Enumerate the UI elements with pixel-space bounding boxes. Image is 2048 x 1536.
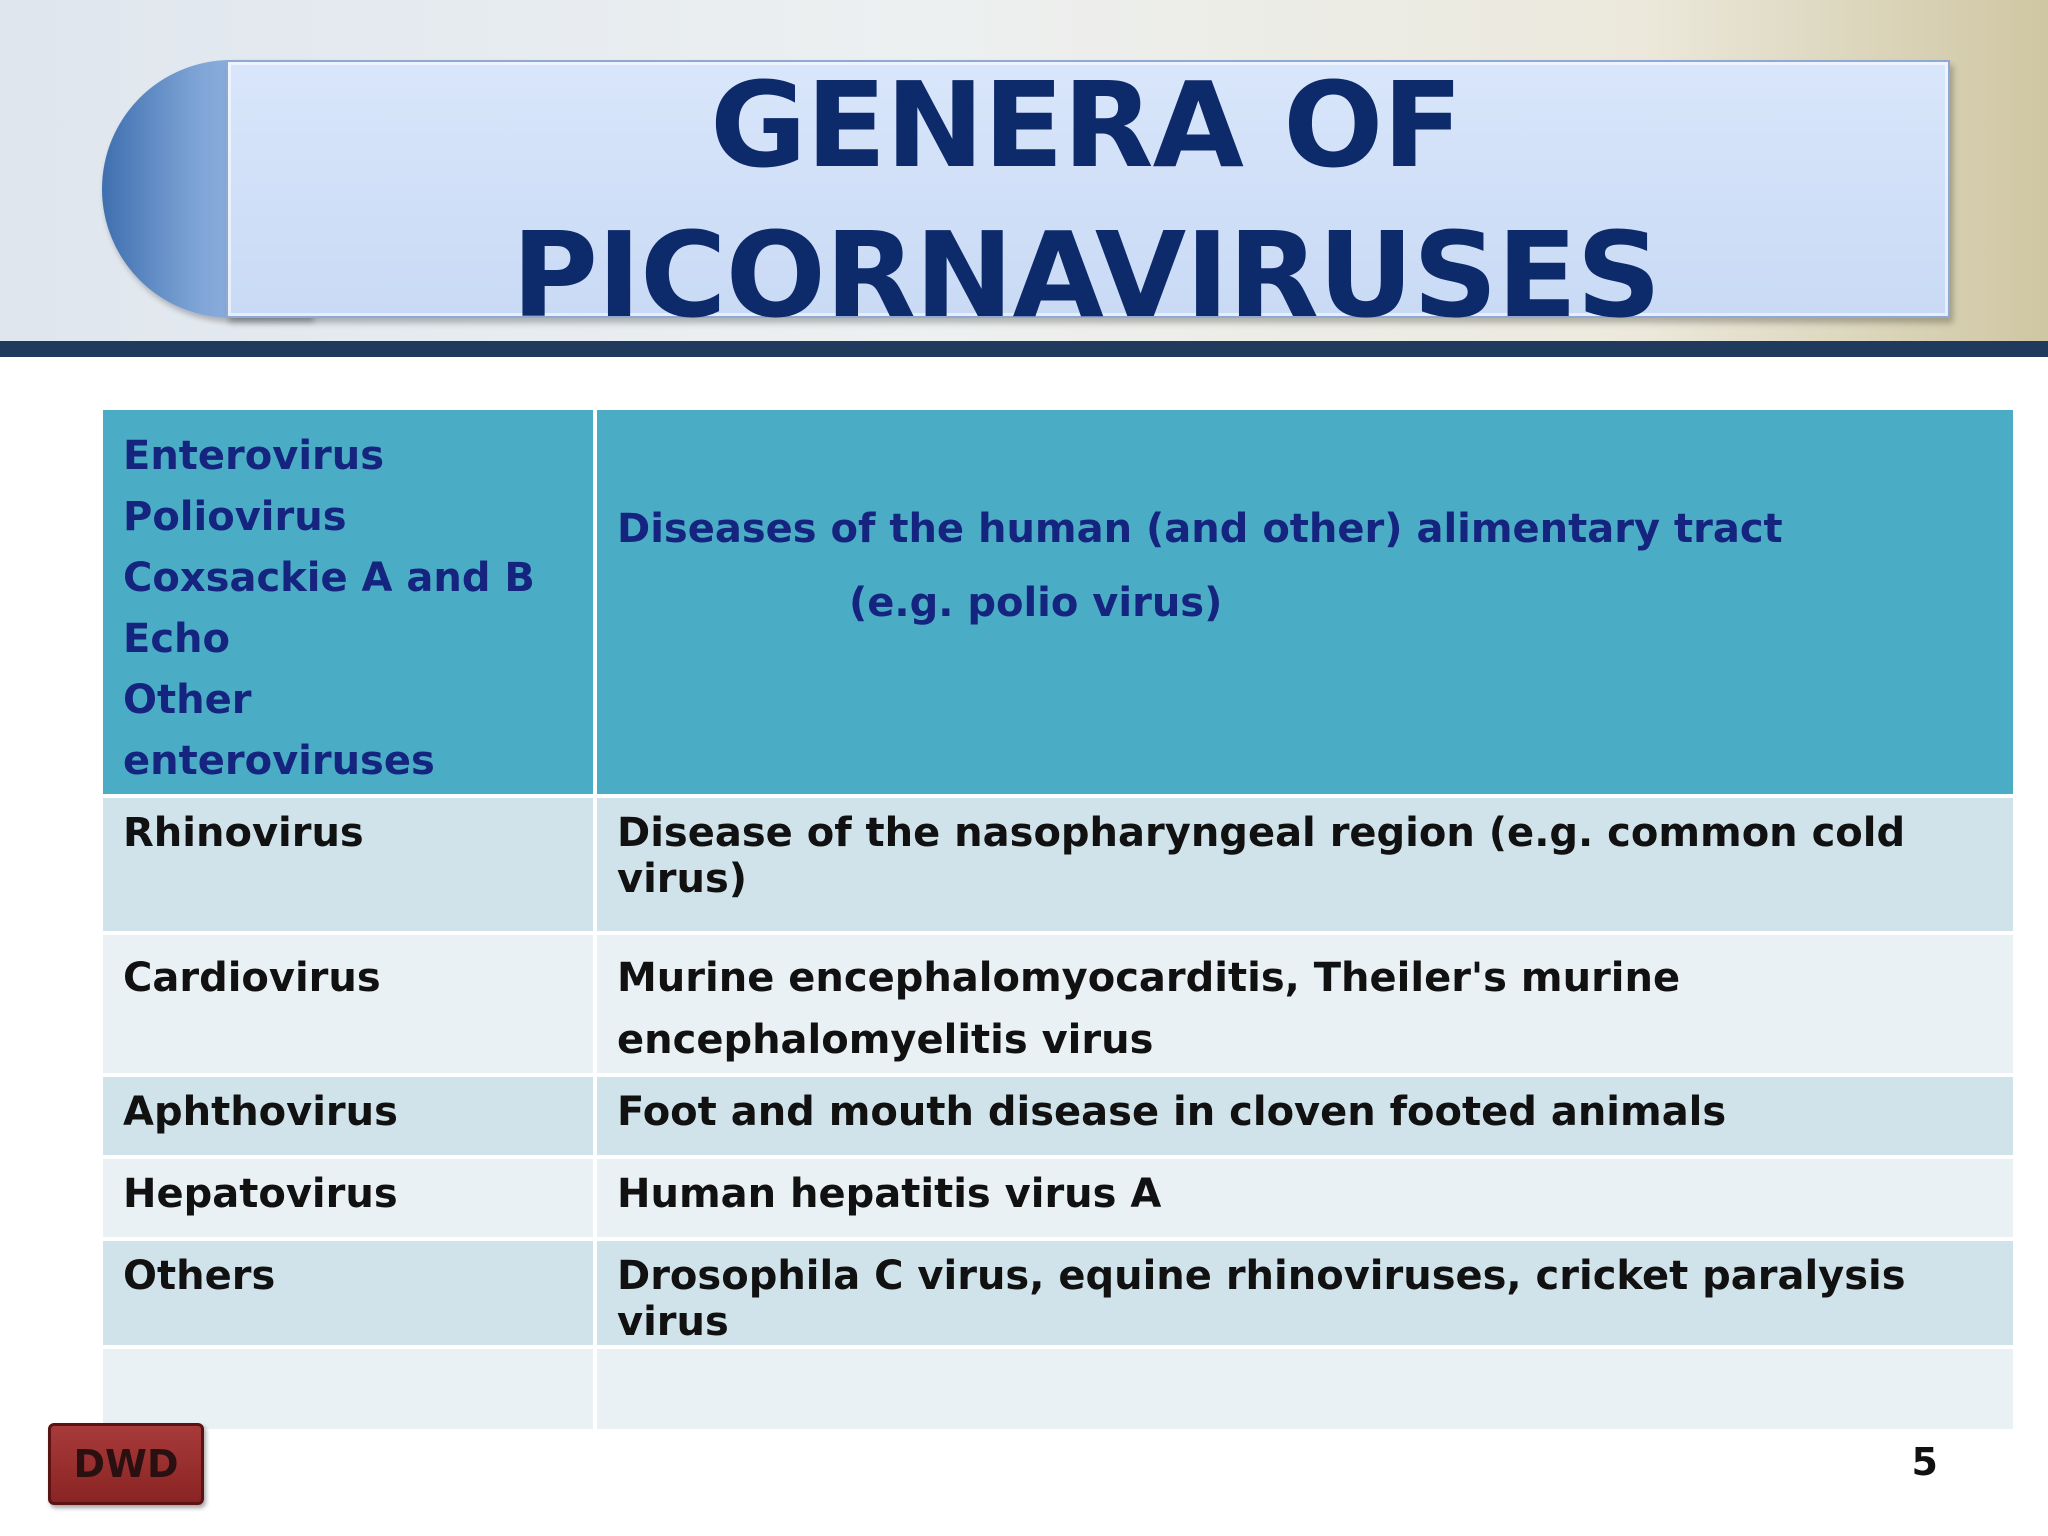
header-genus-2: Poliovirus [123, 494, 347, 540]
header-genus-4: Echo [123, 616, 230, 662]
genus-cell: Hepatovirus [103, 1159, 597, 1241]
disease-cell [597, 1077, 2013, 1159]
disease-cell [597, 1159, 2013, 1241]
header-genus-5: Other enteroviruses [123, 677, 435, 784]
header-genera-cell [103, 410, 597, 798]
table-row [103, 798, 2013, 935]
slide-title-line-1: GENERA OF [709, 56, 1462, 194]
disease-cell [597, 798, 2013, 935]
disease-line: Drosophila C virus, equine rhinoviruses, cricket paralysis virus [617, 1253, 1906, 1345]
table-header-row [103, 410, 2013, 798]
disease-cell [597, 935, 2013, 1077]
genus-cell [103, 1349, 597, 1433]
disease-line: Human hepatitis virus A [617, 1171, 1162, 1217]
table-row [103, 1241, 2013, 1349]
disease-cell [597, 1349, 2013, 1433]
genus-cell: Others [103, 1241, 597, 1349]
genus-cell: Rhinovirus [103, 798, 597, 935]
table-row [103, 935, 2013, 1077]
disease-line: encephalomyelitis virus [617, 1017, 1154, 1063]
genera-table [103, 410, 2013, 1433]
header-disease-line-2: (e.g. polio virus) [849, 580, 1223, 626]
genus-cell: Cardiovirus [103, 935, 597, 1077]
dwd-nav-button[interactable]: DWD [48, 1423, 204, 1505]
header-genus-3: Coxsackie A and B [123, 555, 535, 601]
disease-line: Foot and mouth disease in cloven footed animals [617, 1089, 1727, 1135]
disease-line: Murine encephalomyocarditis, Theiler's murine [617, 955, 1681, 1001]
table-row-empty [103, 1349, 2013, 1433]
slide-title-line-2: PICORNAVIRUSES [511, 206, 1661, 344]
header-disease-cell [597, 410, 2013, 798]
header-genus-1: Enterovirus [123, 433, 385, 479]
header-disease-line-1: Diseases of the human (and other) alimentary tract [617, 506, 1783, 552]
disease-line: Disease of the nasopharyngeal region (e.g. common cold virus) [617, 810, 1906, 902]
table-row [103, 1159, 2013, 1241]
slide-title [226, 50, 1946, 350]
page-number: 5 [1911, 1440, 1938, 1484]
genus-cell: Aphthovirus [103, 1077, 597, 1159]
disease-cell [597, 1241, 2013, 1349]
table-row [103, 1077, 2013, 1159]
